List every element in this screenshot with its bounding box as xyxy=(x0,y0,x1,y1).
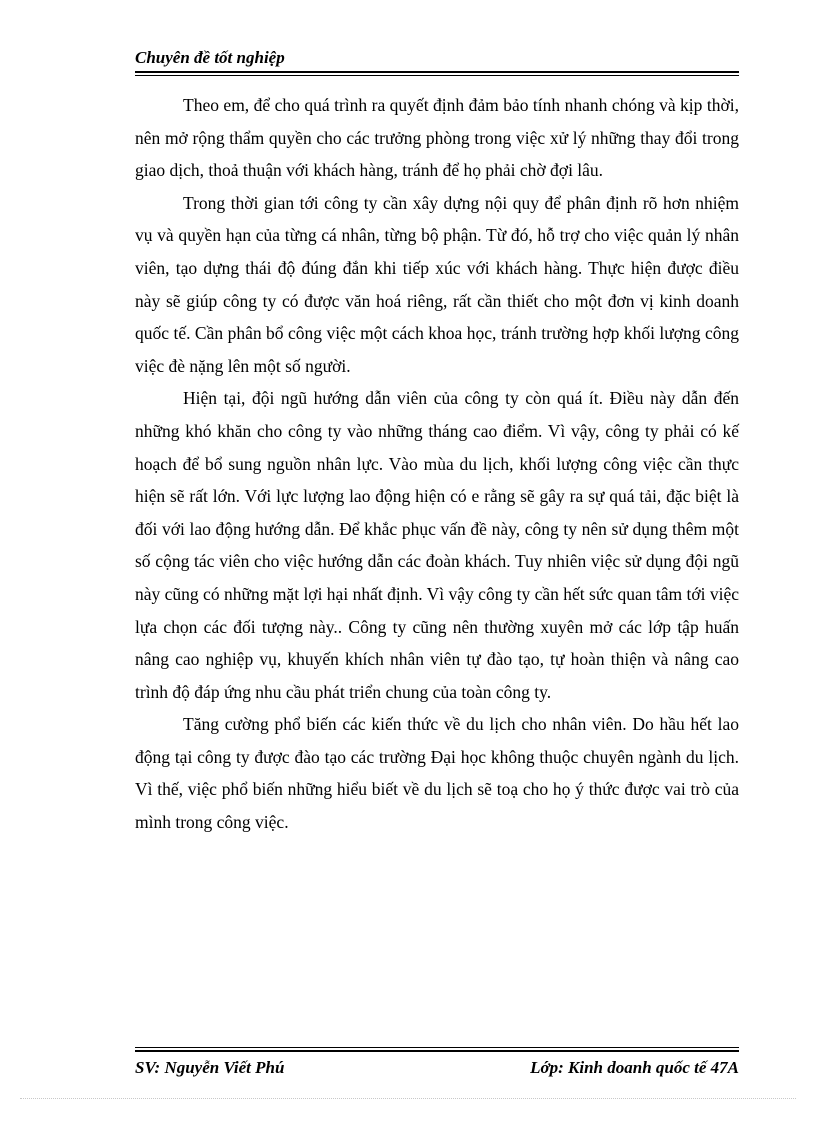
header-rule-thick xyxy=(135,71,739,73)
body-text xyxy=(135,89,739,839)
page-footer xyxy=(135,1047,739,1081)
page-bottom-edge xyxy=(20,1098,796,1099)
header-rule-thin xyxy=(135,75,739,76)
header-title: Chuyên đề tốt nghiệp xyxy=(135,48,285,67)
paragraph-1: Theo em, để cho quá trình ra quyết định đảm bảo tính nhanh chóng và kịp thời, nên mở rộng thẩm quyền cho các trưởng phòng trong việc xử lý những thay đổi trong giao dịch, thoả thuận với khách hàng, tránh để họ phải chờ đợi lâu. xyxy=(135,95,739,181)
footer-rule-thick xyxy=(135,1050,739,1052)
footer-rule-thin xyxy=(135,1047,739,1048)
footer-class-name: Lớp: Kinh doanh quốc tế 47A xyxy=(530,1058,739,1077)
footer-row xyxy=(135,1055,739,1081)
paragraph-4: Tăng cường phổ biến các kiến thức về du lịch cho nhân viên. Do hầu hết lao động tại công ty được đào tạo các trường Đại học không thuộc chuyên ngành du lịch. Vì thế, việc phổ biến những hiểu biết về du lịch sẽ toạ cho họ ý thức được vai trò của mình trong công việc. xyxy=(135,714,739,833)
footer-student-name: SV: Nguyễn Viết Phú xyxy=(135,1058,285,1077)
paragraph-3: Hiện tại, đội ngũ hướng dẫn viên của công ty còn quá ít. Điều này dẫn đến những khó khăn cho công ty vào những tháng cao điểm. Vì vậy, công ty phải có kế hoạch để bổ sung nguồn nhân lực. Vào mùa du lịch, khối lượng công việc cần thực hiện sẽ rất lớn. Với lực lượng lao động hiện có e rằng sẽ gây ra sự quá tải, đặc biệt là đối với lao động hướng dẫn. Để khắc phục vấn đề này, công ty nên sử dụng thêm một số cộng tác viên cho việc hướng dẫn các đoàn khách. Tuy nhiên việc sử dụng đội ngũ này cũng có những mặt lợi hại nhất định. Vì vậy công ty cần hết sức quan tâm tới việc lựa chọn các đối tượng này.. Công ty cũng nên thường xuyên mở các lớp tập huấn nâng cao nghiệp vụ, khuyến khích nhân viên tự đào tạo, tự hoàn thiện và nâng cao trình độ đáp ứng nhu cầu phát triển chung của toàn công ty. xyxy=(135,388,739,702)
page-header xyxy=(135,46,739,76)
paragraph-2: Trong thời gian tới công ty cần xây dựng nội quy để phân định rõ hơn nhiệm vụ và quyền hạn của từng cá nhân, từng bộ phận. Từ đó, hỗ trợ cho việc quản lý nhân viên, tạo dựng thái độ đúng đắn khi tiếp xúc với khách hàng. Thực hiện được điều này sẽ giúp công ty có được văn hoá riêng, rất cần thiết cho một đơn vị kinh doanh quốc tế. Cần phân bổ công việc một cách khoa học, tránh trường hợp khối lượng công việc đè nặng lên một số người. xyxy=(135,192,739,376)
